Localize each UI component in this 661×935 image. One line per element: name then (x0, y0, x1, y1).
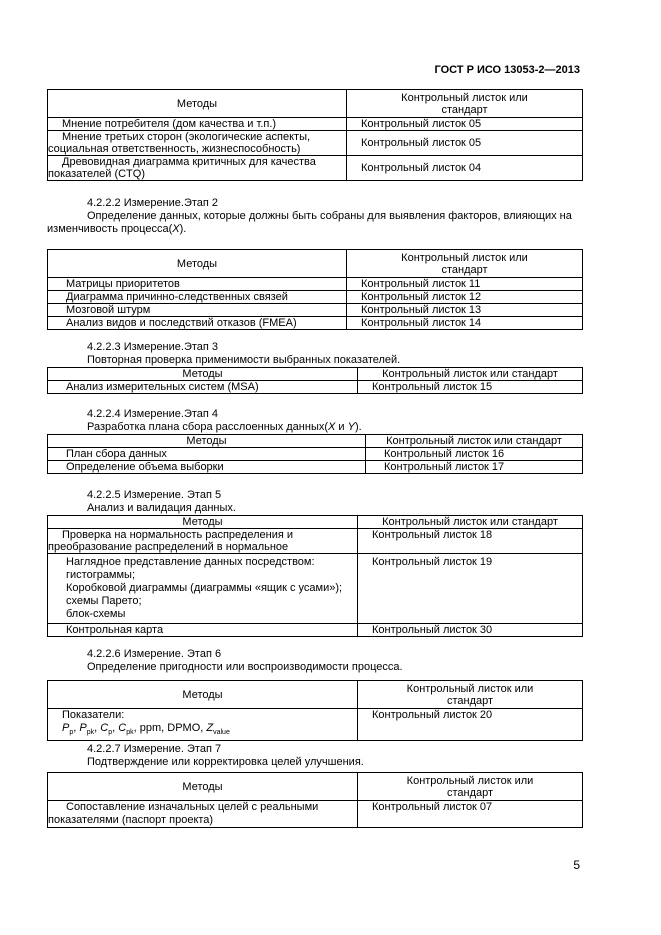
section-6: 4.2.2.6 Измерение. Этап 6 Определение пригодности или воспроизводимости процесса. Методы Контрольный листок или стандарт Показатели: $P_p$, $P_{pk}$, $C_p$, $C_{pk}$, ppm, DPMO, $Z_{value}$ Контрольный листок 20 (47, 648, 583, 741)
table-row: Анализ видов и последствий отказов (FMEA) Контрольный листок 14 (48, 317, 583, 330)
table-row: Анализ измерительных систем (MSA) Контрольный листок 15 (48, 381, 583, 394)
table-row: План сбора данных Контрольный листок 16 (48, 448, 583, 461)
table-row: Диаграмма причинно-следственных связей Контрольный листок 12 (48, 291, 583, 304)
document-code: ГОСТ Р ИСО 13053-2—2013 (434, 64, 580, 76)
col-checklist: Контрольный листок или стандарт (347, 90, 583, 118)
table-row: Мнение потребителя (дом качества и т.п.) Контрольный листок 05 (48, 118, 583, 131)
section-5: 4.2.2.5 Измерение. Этап 5 Анализ и валидация данных. Методы Контрольный листок или стандарт Проверка на нормальность распределения и преобразование распределений в нормальное Контрольный листок 18 Наглядное представление данных посредством: гистограммы; Коробковой диаграммы (диаграммы «ящик с усами»); схемы Парето; блок-схемы Контрольный листок 19 Контрольная карта Контрольный листок 30 (47, 489, 583, 637)
table-row: Показатели: $P_p$, $P_{pk}$, $C_p$, $C_{pk}$, ppm, DPMO, $Z_{value}$ Контрольный листок 20 (48, 709, 583, 741)
table-1 (47, 89, 583, 181)
table-row: Мнение третьих сторон (экологические аспекты, социальная ответственность, жизнеспособность) Контрольный листок 05 (48, 131, 583, 156)
table-row: Матрицы приоритетов Контрольный листок 11 (48, 278, 583, 291)
table-row: Древовидная диаграмма критичных для качества показателей (CTQ) Контрольный листок 04 (48, 156, 583, 181)
section-heading: 4.2.2.2 Измерение.Этап 2 (87, 197, 219, 209)
table-row: Контрольная карта Контрольный листок 30 (48, 624, 583, 637)
section-2: 4.2.2.2 Измерение.Этап 2 Определение данных, которые должны быть собраны для выявления факторов, влияющих на изменчивость процесса(X). Методы Контрольный листок или стандарт Матрицы приоритетов Контрольный листок 11 Диаграмма причинно-следственных связей Контрольный листок 12 Мозговой штурм Контрольный листок 13 Анализ видов и последствий отказов (FMEA) Контрольный листок 14 (47, 197, 583, 330)
table-row: Определение объема выборки Контрольный листок 17 (48, 461, 583, 474)
section-7: 4.2.2.7 Измерение. Этап 7 Подтверждение или корректировка целей улучшения. Методы Контрольный листок или стандарт Сопоставление изначальных целей с реальными показателями (паспорт проекта) Контрольный листок 07 (47, 743, 583, 828)
section-4: 4.2.2.4 Измерение.Этап 4 Разработка плана сбора расслоенных данных(X и Y). Методы Контрольный листок или стандарт План сбора данных Контрольный листок 16 Определение объема выборки Контрольный листок 17 (47, 408, 583, 474)
page-number: 5 (573, 858, 580, 872)
section-3: 4.2.2.3 Измерение.Этап 3 Повторная проверка применимости выбранных показателей. Методы Контрольный листок или стандарт Анализ измерительных систем (MSA) Контрольный листок 15 (47, 341, 583, 394)
table-row: Проверка на нормальность распределения и преобразование распределений в нормальное Контрольный листок 18 (48, 529, 583, 554)
col-methods: Методы (48, 90, 347, 118)
table-row: Наглядное представление данных посредством: гистограммы; Коробковой диаграммы (диаграммы «ящик с усами»); схемы Парето; блок-схемы Контрольный листок 19 (48, 554, 583, 624)
table-row: Мозговой штурм Контрольный листок 13 (48, 304, 583, 317)
table-row: Сопоставление изначальных целей с реальными показателями (паспорт проекта) Контрольный листок 07 (48, 801, 583, 828)
